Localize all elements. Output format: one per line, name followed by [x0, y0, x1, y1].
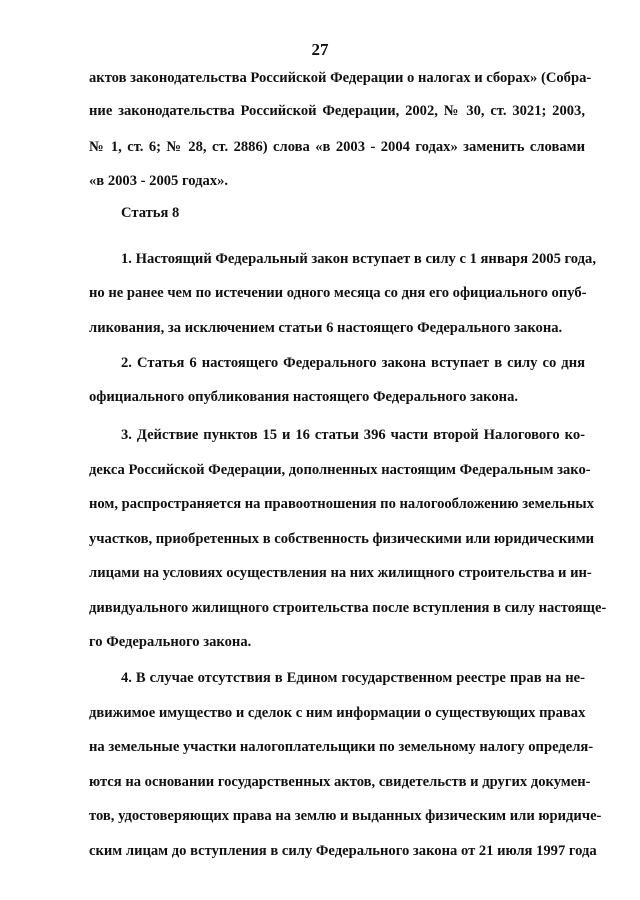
- page-number: 27: [311, 40, 329, 59]
- text-line: ются на основании государственных актов, свидетельств и других докумен-: [89, 774, 591, 790]
- text-line: 3. Действие пунктов 15 и 16 статьи 396 части второй Налогового ко-: [121, 427, 585, 443]
- text-line: лицами на условиях осуществления на них жилищного строительства и ин-: [89, 565, 592, 581]
- text-line: го Федерального закона.: [89, 634, 252, 650]
- text-line: официального опубликования настоящего Федерального закона.: [89, 389, 519, 405]
- text-line: ским лицам до вступления в силу Федерального закона от 21 июля 1997 года: [89, 843, 597, 859]
- text-line: тов, удостоверяющих права на землю и выданных физическим или юридиче-: [89, 808, 602, 824]
- text-line: дивидуального жилищного строительства после вступления в силу настояще-: [89, 600, 607, 616]
- text-line: ном, распространяется на правоотношения по налогообложению земельных: [89, 496, 594, 512]
- text-line: «в 2003 - 2005 годах».: [89, 173, 229, 189]
- text-line: ликования, за исключением статьи 6 настоящего Федерального закона.: [89, 320, 563, 336]
- text-line: на земельные участки налогоплательщики по земельному налогу определя-: [89, 739, 594, 755]
- text-line: декса Российской Федерации, дополненных настоящим Федеральным зако-: [89, 462, 591, 478]
- text-line: 2. Статья 6 настоящего Федерального закона вступает в силу со дня: [121, 355, 585, 371]
- text-line: 4. В случае отсутствия в Едином государственном реестре прав на не-: [121, 670, 585, 686]
- text-line: движимое имущество и сделок с ним информации о существующих правах: [89, 705, 586, 721]
- text-line: № 1, ст. 6; № 28, ст. 2886) слова «в 2003 - 2004 годах» заменить словами: [89, 139, 585, 155]
- text-line: 1. Настоящий Федеральный закон вступает в силу с 1 января 2005 года,: [121, 251, 596, 267]
- text-line: но не ранее чем по истечении одного месяца со дня его официального опуб-: [89, 285, 587, 301]
- text-line: участков, приобретенных в собственность физическими или юридическими: [89, 531, 595, 547]
- text-line: ние законодательства Российской Федерации, 2002, № 30, ст. 3021; 2003,: [89, 103, 585, 119]
- article-heading: Статья 8: [121, 205, 180, 221]
- text-line: актов законодательства Российской Федерации о налогах и сборах» (Собра-: [89, 70, 592, 86]
